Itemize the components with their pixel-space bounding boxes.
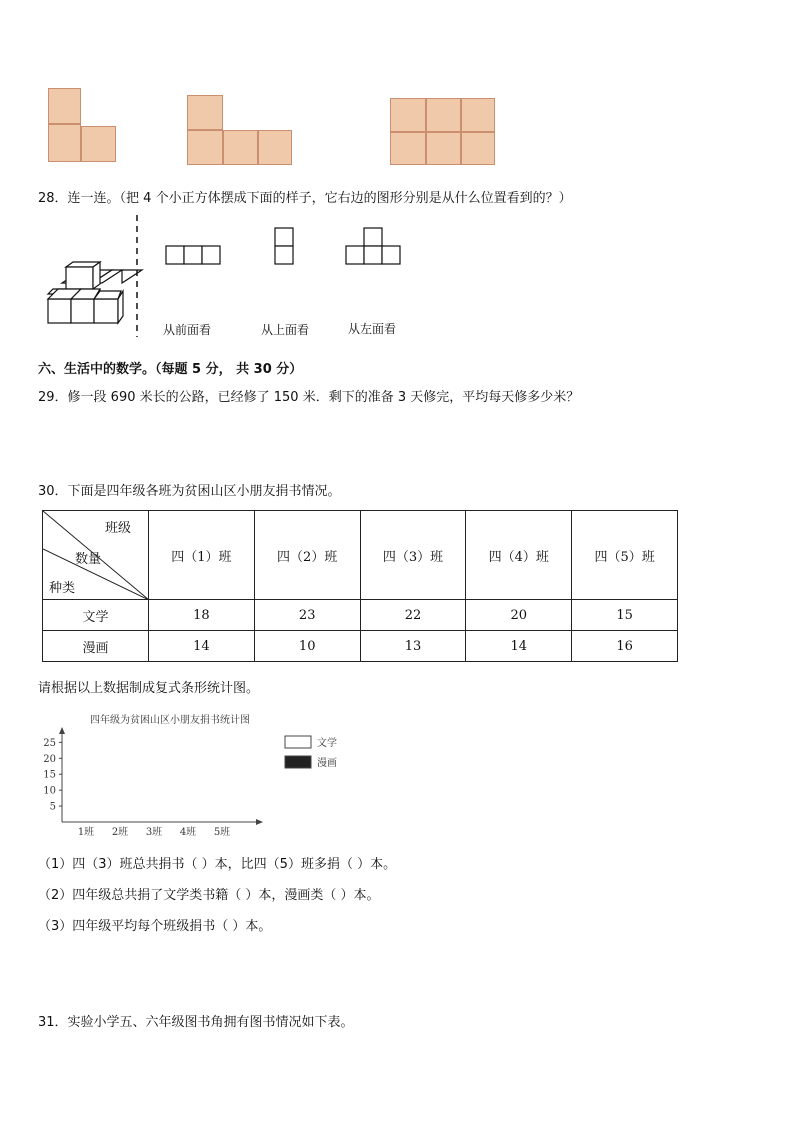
x-tick-label: 3班 [145, 827, 163, 838]
square [390, 98, 426, 132]
square [48, 124, 81, 162]
view-label-front: 从前面看 [163, 323, 212, 337]
table-cell: 14 [466, 631, 572, 662]
square [223, 130, 258, 165]
donation-table [42, 510, 678, 662]
y-tick-label: 20 [43, 753, 56, 765]
legend-swatch [285, 736, 311, 748]
square [426, 98, 461, 132]
square [461, 132, 495, 165]
square [187, 130, 223, 165]
legend-label: 文学 [317, 738, 337, 749]
column-header: 四（2）班 [254, 511, 360, 600]
view-left-shape [346, 228, 400, 264]
q30-intro: 30．下面是四年级各班为贫困山区小朋友捐书情况。 [38, 484, 341, 499]
y-tick-label: 10 [43, 785, 56, 797]
bar-chart [36, 708, 366, 838]
square [48, 88, 81, 124]
y-tick-label: 5 [49, 801, 56, 813]
view-label-top: 从上面看 [261, 323, 310, 337]
column-header: 四（3）班 [360, 511, 466, 600]
table-cell: 16 [572, 631, 678, 662]
table-cell: 10 [254, 631, 360, 662]
square [461, 98, 495, 132]
diag-label-type: 种类 [49, 581, 76, 596]
y-tick-label: 15 [43, 769, 56, 781]
legend-label: 漫画 [317, 758, 337, 769]
chart-legend [285, 736, 337, 769]
table-row [43, 600, 678, 631]
row-label: 漫画 [43, 631, 149, 662]
table-cell: 15 [572, 600, 678, 631]
legend-swatch [285, 756, 311, 768]
q28-text: 28．连一连。（把 4 个小正方体摆成下面的样子，它右边的图形分别是从什么位置看到的？） [38, 191, 572, 206]
view-front-shape [166, 246, 220, 264]
chart-title: 四年级为贫困山区小朋友捐书统计图 [90, 715, 250, 726]
view-top-shape [275, 228, 293, 264]
cube-stack [48, 262, 142, 323]
column-header: 四（5）班 [572, 511, 678, 600]
diag-label-quantity: 数量 [75, 552, 102, 567]
chart-axes [43, 727, 263, 838]
table-cell: 20 [466, 600, 572, 631]
column-header: 四（1）班 [149, 511, 255, 600]
section-6-title: 六、生活中的数学。（每题 5 分， 共 30 分） [38, 362, 303, 377]
square [258, 130, 292, 165]
q30-sub-question-2: （2）四年级总共捐了文学类书籍（ ）本，漫画类（ ）本。 [38, 888, 380, 903]
view-label-left: 从左面看 [348, 322, 397, 336]
x-tick-label: 2班 [111, 827, 129, 838]
column-header: 四（4）班 [466, 511, 572, 600]
x-tick-label: 4班 [179, 827, 197, 838]
square [390, 132, 426, 165]
q29-text: 29．修一段 690 米长的公路，已经修了 150 米．剩下的准备 3 天修完，平均每天修多少米？ [38, 390, 580, 405]
row-label: 文学 [43, 600, 149, 631]
table-cell: 23 [254, 600, 360, 631]
table-cell: 22 [360, 600, 466, 631]
y-axis-arrow [59, 727, 65, 734]
q30-sub-question-3: （3）四年级平均每个班级捐书（ ）本。 [38, 919, 272, 934]
table-cell: 18 [149, 600, 255, 631]
x-tick-label: 1班 [77, 827, 95, 838]
x-tick-label: 5班 [213, 827, 231, 838]
q30-instruction: 请根据以上数据制成复式条形统计图。 [38, 681, 260, 696]
table-header-row [43, 511, 678, 600]
q31-text: 31．实验小学五、六年级图书角拥有图书情况如下表。 [38, 1015, 354, 1030]
diagonal-header-cell [43, 511, 149, 600]
diag-label-class: 班级 [105, 521, 132, 536]
square [426, 132, 461, 165]
x-axis-arrow [256, 819, 263, 825]
square [187, 95, 223, 130]
y-tick-label: 25 [43, 737, 56, 749]
square [81, 126, 116, 162]
table-cell: 13 [360, 631, 466, 662]
table-cell: 14 [149, 631, 255, 662]
q30-sub-question-1: （1）四（3）班总共捐书（ ）本，比四（5）班多捐（ ）本。 [38, 857, 397, 872]
table-row [43, 631, 678, 662]
